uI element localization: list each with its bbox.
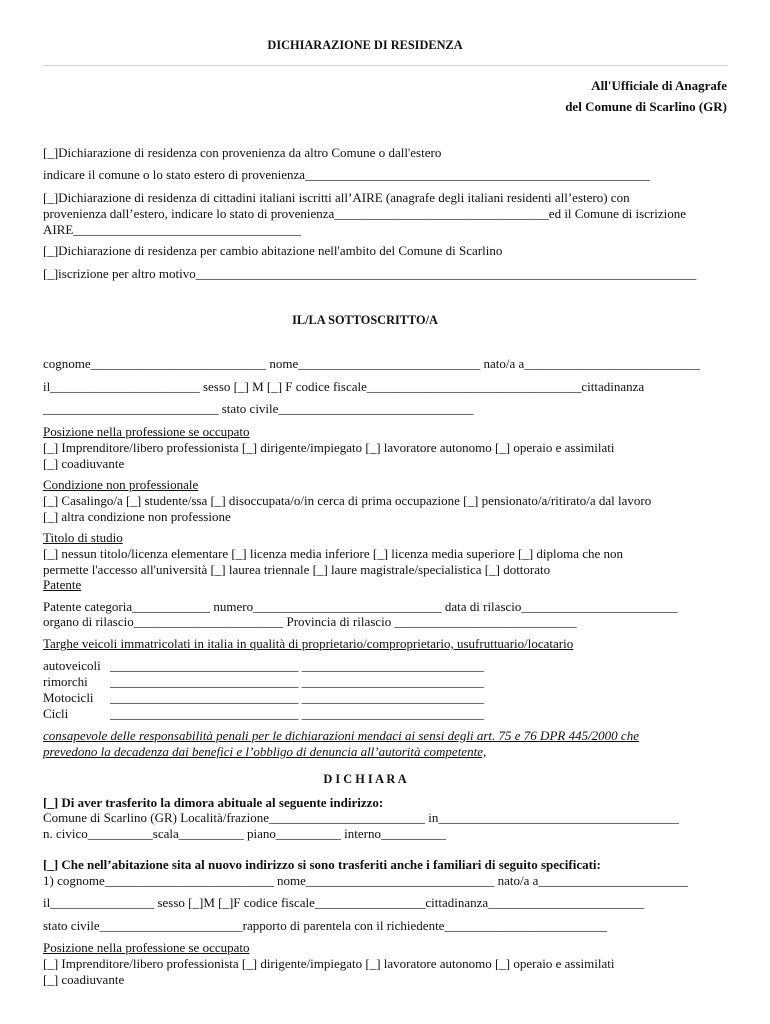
education-line-1: [_] nessun titolo/licenza elementare [_] licenza media inferiore [_] licenza media superiore [_] diploma che non: [43, 546, 624, 561]
license-heading: Patente: [43, 577, 82, 592]
non-professional-line-1: [_] Casalingo/a [_] studente/ssa [_] disoccupata/o/in cerca di prima occupazione [_] pensionato/a/ritirato/a dal lavoro: [43, 493, 652, 508]
education-heading: Titolo di studio: [43, 530, 123, 545]
vehicle-fields-cars: _____________________________ ____________________________: [110, 658, 484, 673]
education-line-2: permette l'accesso all'università [_] laurea triennale [_] laure magistrale/specialistica [_] dottorato: [43, 562, 551, 577]
document-title: DICHIARAZIONE DI RESIDENZA: [267, 37, 463, 52]
option-aire: [_]Dichiarazione di residenza di cittadini italiani iscritti all’AIRE (anagrafe degli italiani residenti all’estero) con: [43, 190, 630, 205]
awareness-line-1: consapevole delle responsabilità penali per le dichiarazioni mendaci ai sensi degli art. 75 e 76 DPR 445/2000 che: [43, 728, 639, 743]
declares-heading: D I C H I A R A: [323, 771, 407, 786]
family-profession-line-1: [_] Imprenditore/libero professionista [_] dirigente/impiegato [_] lavoratore autonomo [_] operaio e assimilati: [43, 956, 615, 971]
license-line-2: organo di rilascio_______________________ Provincia di rilascio ____________________________: [43, 614, 577, 629]
family-line-1: 1) cognome__________________________ nome_____________________________ nato/a a_______________________: [43, 873, 688, 888]
person-line-2: il_______________________ sesso [_] M [_] F codice fiscale_________________________________cittadinanza: [43, 379, 645, 394]
person-line-1: cognome___________________________ nome____________________________ nato/a a___________________________: [43, 356, 700, 371]
option-other-reason: [_]iscrizione per altro motivo_____________________________________________________________________________: [43, 266, 697, 281]
recipient-line-2: del Comune di Scarlino (GR): [565, 99, 727, 114]
option-other-municipality: [_]Dichiarazione di residenza con provenienza da altro Comune o dall'estero: [43, 145, 442, 160]
family-profession-line-2: [_] coadiuvante: [43, 972, 125, 987]
vehicle-label-trailers: rimorchi: [43, 674, 88, 689]
vehicle-label-motorcycles: Motocicli: [43, 690, 94, 705]
address-heading: [_] Di aver trasferito la dimora abituale al seguente indirizzo:: [43, 795, 384, 810]
person-line-3: ___________________________ stato civile______________________________: [43, 401, 474, 416]
family-line-2: il________________ sesso [_]M [_]F codice fiscale_________________cittadinanza________________________: [43, 895, 645, 910]
non-professional-line-2: [_] altra condizione non professione: [43, 509, 231, 524]
profession-line-2: [_] coadiuvante: [43, 456, 125, 471]
family-profession-heading: Posizione nella professione se occupato: [43, 940, 250, 955]
profession-line-1: [_] Imprenditore/libero professionista [_] dirigente/impiegato [_] lavoratore autonomo [_] operaio e assimilati: [43, 440, 615, 455]
vehicle-fields-motorcycles: _____________________________ ____________________________: [110, 690, 484, 705]
vehicles-heading: Targhe veicoli immatricolati in italia in qualità di proprietario/comproprietario, usufruttuario/locatario: [43, 636, 574, 651]
vehicle-fields-cycles: _____________________________ ____________________________: [110, 706, 484, 721]
vehicle-fields-trailers: _____________________________ ____________________________: [110, 674, 484, 689]
option-change-address: [_]Dichiarazione di residenza per cambio abitazione nell'ambito del Comune di Scarlino: [43, 243, 503, 258]
title-divider: [43, 65, 728, 66]
awareness-line-2: prevedono la decadenza dai benefici e l’obbligo di denuncia all’autorità competente,: [43, 744, 487, 759]
license-line-1: Patente categoria____________ numero_____________________________ data di rilascio________________________: [43, 599, 678, 614]
vehicle-label-cars: autoveicoli: [43, 658, 101, 673]
address-line-2: n. civico__________scala__________ piano__________ interno__________: [43, 826, 446, 841]
non-professional-heading: Condizione non professionale: [43, 477, 199, 492]
option-aire-provenance: provenienza dall’estero, indicare lo stato di provenienza_________________________________ed il Comune di iscrizione: [43, 206, 686, 221]
option-provenance-field: indicare il comune o lo stato estero di provenienza_____________________________________________________: [43, 167, 650, 182]
vehicle-label-cycles: Cicli: [43, 706, 69, 721]
family-line-3: stato civile______________________rapporto di parentela con il richiedente_________________________: [43, 918, 607, 933]
subscriber-heading: IL/LA SOTTOSCRITTO/A: [292, 312, 438, 327]
recipient-line-1: All'Ufficiale di Anagrafe: [591, 78, 727, 93]
profession-heading: Posizione nella professione se occupato: [43, 424, 250, 439]
family-heading: [_] Che nell’abitazione sita al nuovo indirizzo si sono trasferiti anche i familiari di seguito specificati:: [43, 857, 601, 872]
option-aire-field: AIRE___________________________________: [43, 222, 301, 237]
address-line-1: Comune di Scarlino (GR) Località/frazione________________________ in_____________________________________: [43, 810, 679, 825]
